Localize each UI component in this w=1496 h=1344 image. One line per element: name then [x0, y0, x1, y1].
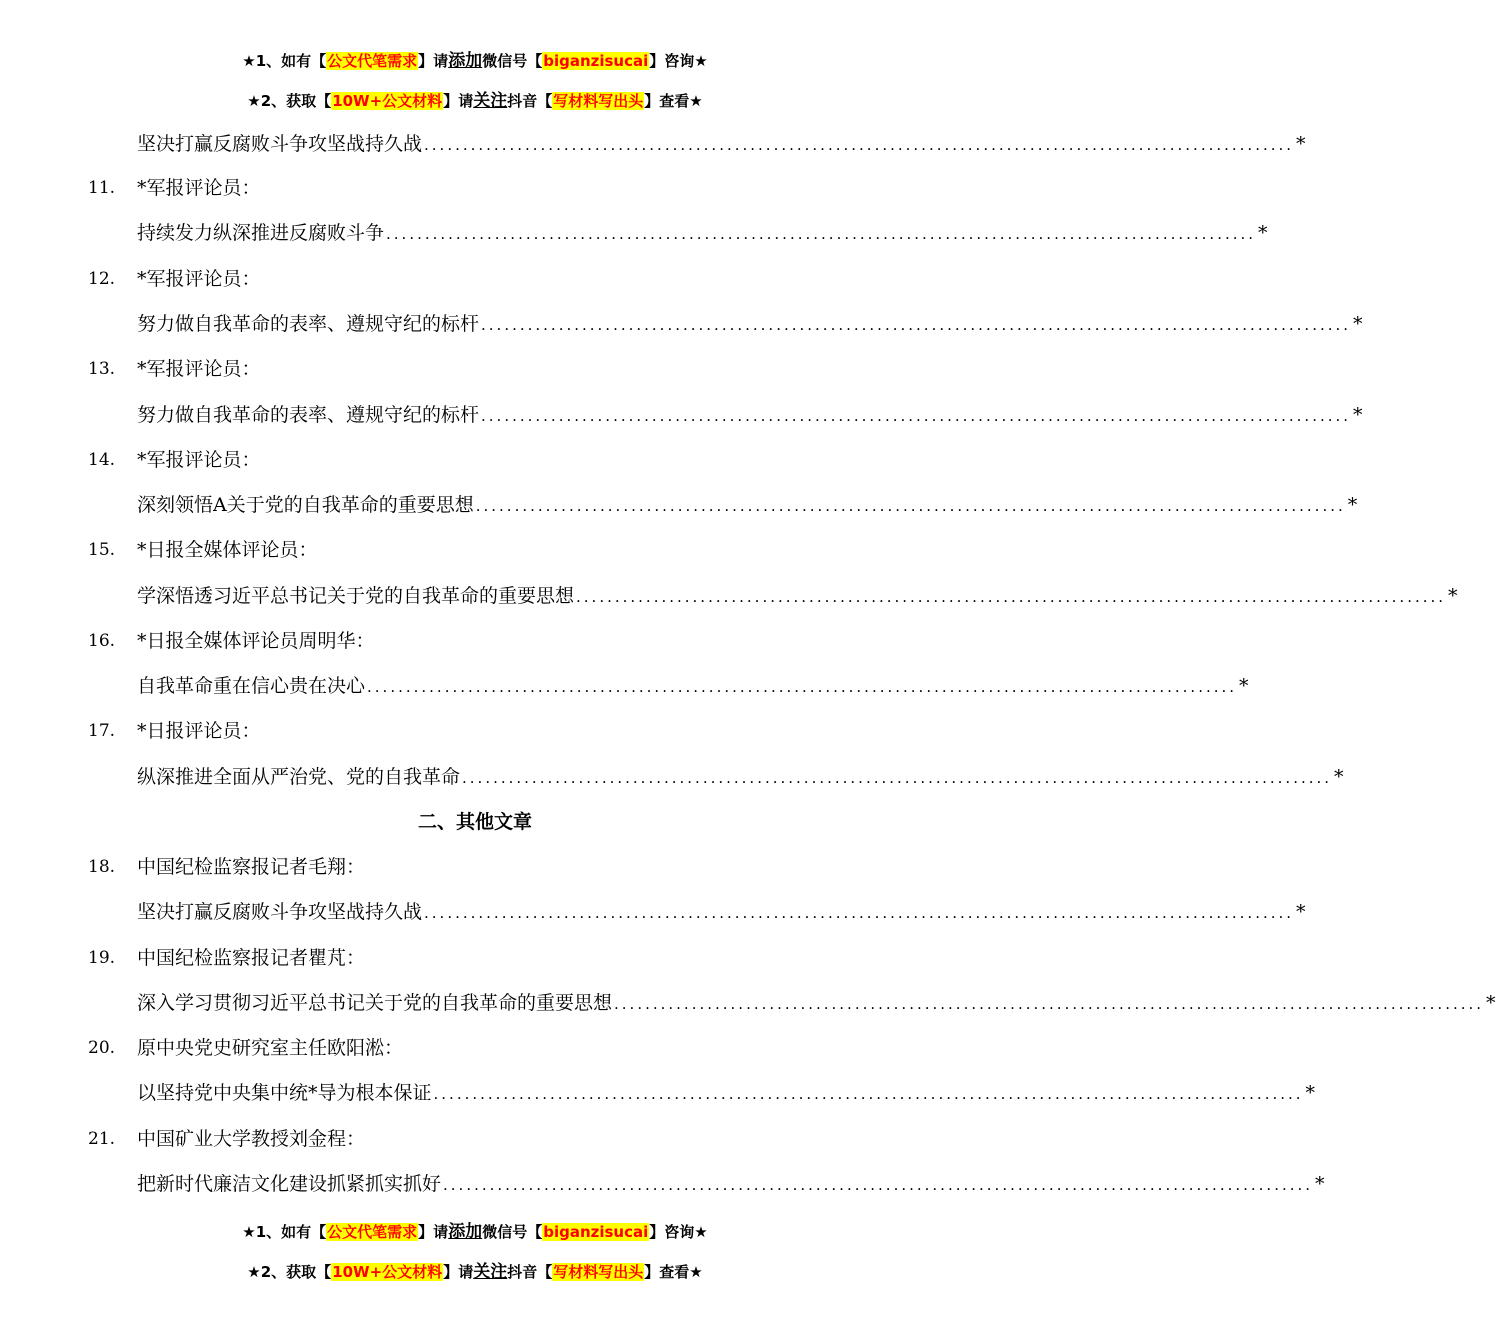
toc-page-number: * — [1334, 766, 1344, 788]
toc-title-text: 学深悟透习近平总书记关于党的自我革命的重要思想 — [137, 585, 575, 607]
banner-text: 】查看★ — [644, 1263, 703, 1281]
banner-text: 抖音【 — [507, 92, 553, 110]
top-banner-line-1 — [0, 50, 950, 72]
toc-title-text: 深入学习贯彻习近平总书记关于党的自我革命的重要思想 — [137, 992, 613, 1014]
toc-item-number: 17. — [88, 721, 116, 741]
banner-highlight-wechat: biganzisucai — [543, 1223, 649, 1241]
toc-item-author: *日报评论员： — [137, 720, 261, 742]
toc-entry-title[interactable] — [137, 761, 1344, 793]
toc-page-number: * — [1305, 1082, 1316, 1104]
banner-underline-add: 添加 — [448, 51, 483, 71]
bottom-banner-line-2 — [0, 1261, 950, 1283]
banner-highlight-service: 公文代笔需求 — [327, 52, 418, 70]
toc-page-number: * — [1486, 992, 1496, 1014]
toc-page-number: * — [1258, 222, 1268, 244]
toc-entry-title[interactable] — [137, 580, 1458, 612]
banner-text: ★2、获取【 — [247, 92, 332, 110]
toc-entry-title[interactable] — [137, 217, 1268, 249]
toc-title-text: 努力做自我革命的表率、遵规守纪的标杆 — [137, 404, 480, 426]
toc-title-text: 纵深推进全面从严治党、党的自我革命 — [137, 766, 461, 788]
toc-title-text: 以坚持党中央集中统*导为根本保证 — [137, 1082, 432, 1104]
toc-leader-dots: ................................................................................................................ — [462, 769, 1333, 787]
toc-leader-dots: ................................................................................................................ — [481, 316, 1352, 334]
toc-title-text: 坚决打赢反腐败斗争攻坚战持久战 — [137, 901, 423, 923]
toc-title-text: 把新时代廉洁文化建设抓紧抓实抓好 — [137, 1173, 442, 1195]
toc-entry-title[interactable] — [137, 896, 1306, 928]
toc-item-author: 原中央党史研究室主任欧阳淞： — [137, 1037, 404, 1059]
toc-item-number: 15. — [88, 540, 116, 560]
banner-highlight-materials: 10W+公文材料 — [332, 1263, 443, 1281]
toc-leader-dots: ................................................................................................................ — [443, 1176, 1314, 1194]
banner-underline-add: 添加 — [448, 1222, 483, 1242]
banner-text: 抖音【 — [507, 1263, 553, 1281]
toc-page-number: * — [1315, 1173, 1325, 1195]
toc-title-text: 持续发力纵深推进反腐败斗争 — [137, 222, 385, 244]
toc-item-author: 中国矿业大学教授刘金程： — [137, 1128, 366, 1150]
section-heading: 二、其他文章 — [417, 811, 532, 833]
toc-title-text: 努力做自我革命的表率、遵规守纪的标杆 — [137, 313, 480, 335]
toc-leader-dots: ................................................................................................................ — [433, 1085, 1304, 1103]
banner-text: 】请 — [418, 1223, 449, 1241]
toc-item-author: 中国纪检监察报记者毛翔： — [137, 856, 366, 878]
toc-page-number: * — [1296, 133, 1306, 155]
toc-page-number: * — [1296, 901, 1306, 923]
toc-page-number: * — [1239, 675, 1249, 697]
toc-leader-dots: ................................................................................................................ — [424, 136, 1295, 154]
toc-item-number: 19. — [88, 948, 116, 968]
top-banner-line-2 — [0, 90, 950, 112]
toc-entry-title[interactable] — [137, 128, 1306, 160]
toc-item-author: *日报全媒体评论员： — [137, 539, 318, 561]
toc-entry-title[interactable] — [137, 489, 1358, 521]
toc-entry-title[interactable] — [137, 1168, 1325, 1200]
banner-text: 】查看★ — [644, 92, 703, 110]
toc-leader-dots: ................................................................................................................ — [614, 995, 1485, 1013]
banner-text: ★2、获取【 — [247, 1263, 332, 1281]
banner-highlight-service: 公文代笔需求 — [327, 1223, 418, 1241]
toc-item-number: 20. — [88, 1038, 116, 1058]
toc-item-author: *军报评论员： — [137, 177, 261, 199]
toc-item-number: 21. — [88, 1129, 116, 1149]
banner-highlight-douyin: 写材料写出头 — [553, 92, 644, 110]
toc-title-text: 坚决打赢反腐败斗争攻坚战持久战 — [137, 133, 423, 155]
toc-leader-dots: ................................................................................................................ — [424, 904, 1295, 922]
banner-underline-follow: 关注 — [473, 1262, 508, 1282]
banner-highlight-douyin: 写材料写出头 — [553, 1263, 644, 1281]
banner-text: 】咨询★ — [649, 1223, 708, 1241]
toc-entry-title[interactable] — [137, 670, 1249, 702]
banner-text: 】请 — [443, 1263, 474, 1281]
toc-leader-dots: ................................................................................................................ — [386, 225, 1257, 243]
toc-item-number: 13. — [88, 359, 116, 379]
banner-text: 微信号【 — [482, 1223, 543, 1241]
banner-text: ★1、如有【 — [242, 1223, 327, 1241]
toc-page-number: * — [1353, 313, 1363, 335]
toc-item-number: 12. — [88, 269, 116, 289]
toc-item-number: 14. — [88, 450, 116, 470]
toc-item-number: 11. — [88, 178, 116, 198]
bottom-banner-line-1 — [0, 1221, 950, 1243]
toc-leader-dots: ................................................................................................................ — [576, 588, 1447, 606]
toc-item-author: 中国纪检监察报记者瞿芃： — [137, 947, 366, 969]
banner-underline-follow: 关注 — [473, 91, 508, 111]
toc-leader-dots: ................................................................................................................ — [481, 407, 1352, 425]
toc-leader-dots: ................................................................................................................ — [475, 497, 1346, 515]
toc-entry-title[interactable] — [137, 399, 1363, 431]
toc-leader-dots: ................................................................................................................ — [367, 678, 1238, 696]
banner-text: 微信号【 — [482, 52, 543, 70]
banner-text: ★1、如有【 — [242, 52, 327, 70]
toc-entry-title[interactable] — [137, 1077, 1316, 1109]
banner-text: 】请 — [443, 92, 474, 110]
toc-item-author: *军报评论员： — [137, 449, 261, 471]
toc-page-number: * — [1347, 494, 1358, 516]
toc-item-author: *军报评论员： — [137, 358, 261, 380]
toc-page-number: * — [1448, 585, 1458, 607]
banner-text: 】请 — [418, 52, 449, 70]
banner-highlight-wechat: biganzisucai — [543, 52, 649, 70]
banner-text: 】咨询★ — [649, 52, 708, 70]
toc-entry-title[interactable] — [137, 308, 1363, 340]
toc-title-text: 深刻领悟A关于党的自我革命的重要思想 — [137, 494, 474, 516]
banner-highlight-materials: 10W+公文材料 — [332, 92, 443, 110]
toc-item-author: *日报全媒体评论员周明华： — [137, 630, 375, 652]
toc-item-number: 18. — [88, 857, 116, 877]
toc-item-author: *军报评论员： — [137, 268, 261, 290]
toc-entry-title[interactable] — [137, 987, 1496, 1019]
toc-page-number: * — [1353, 404, 1363, 426]
toc-title-text: 自我革命重在信心贵在决心 — [137, 675, 366, 697]
toc-item-number: 16. — [88, 631, 116, 651]
